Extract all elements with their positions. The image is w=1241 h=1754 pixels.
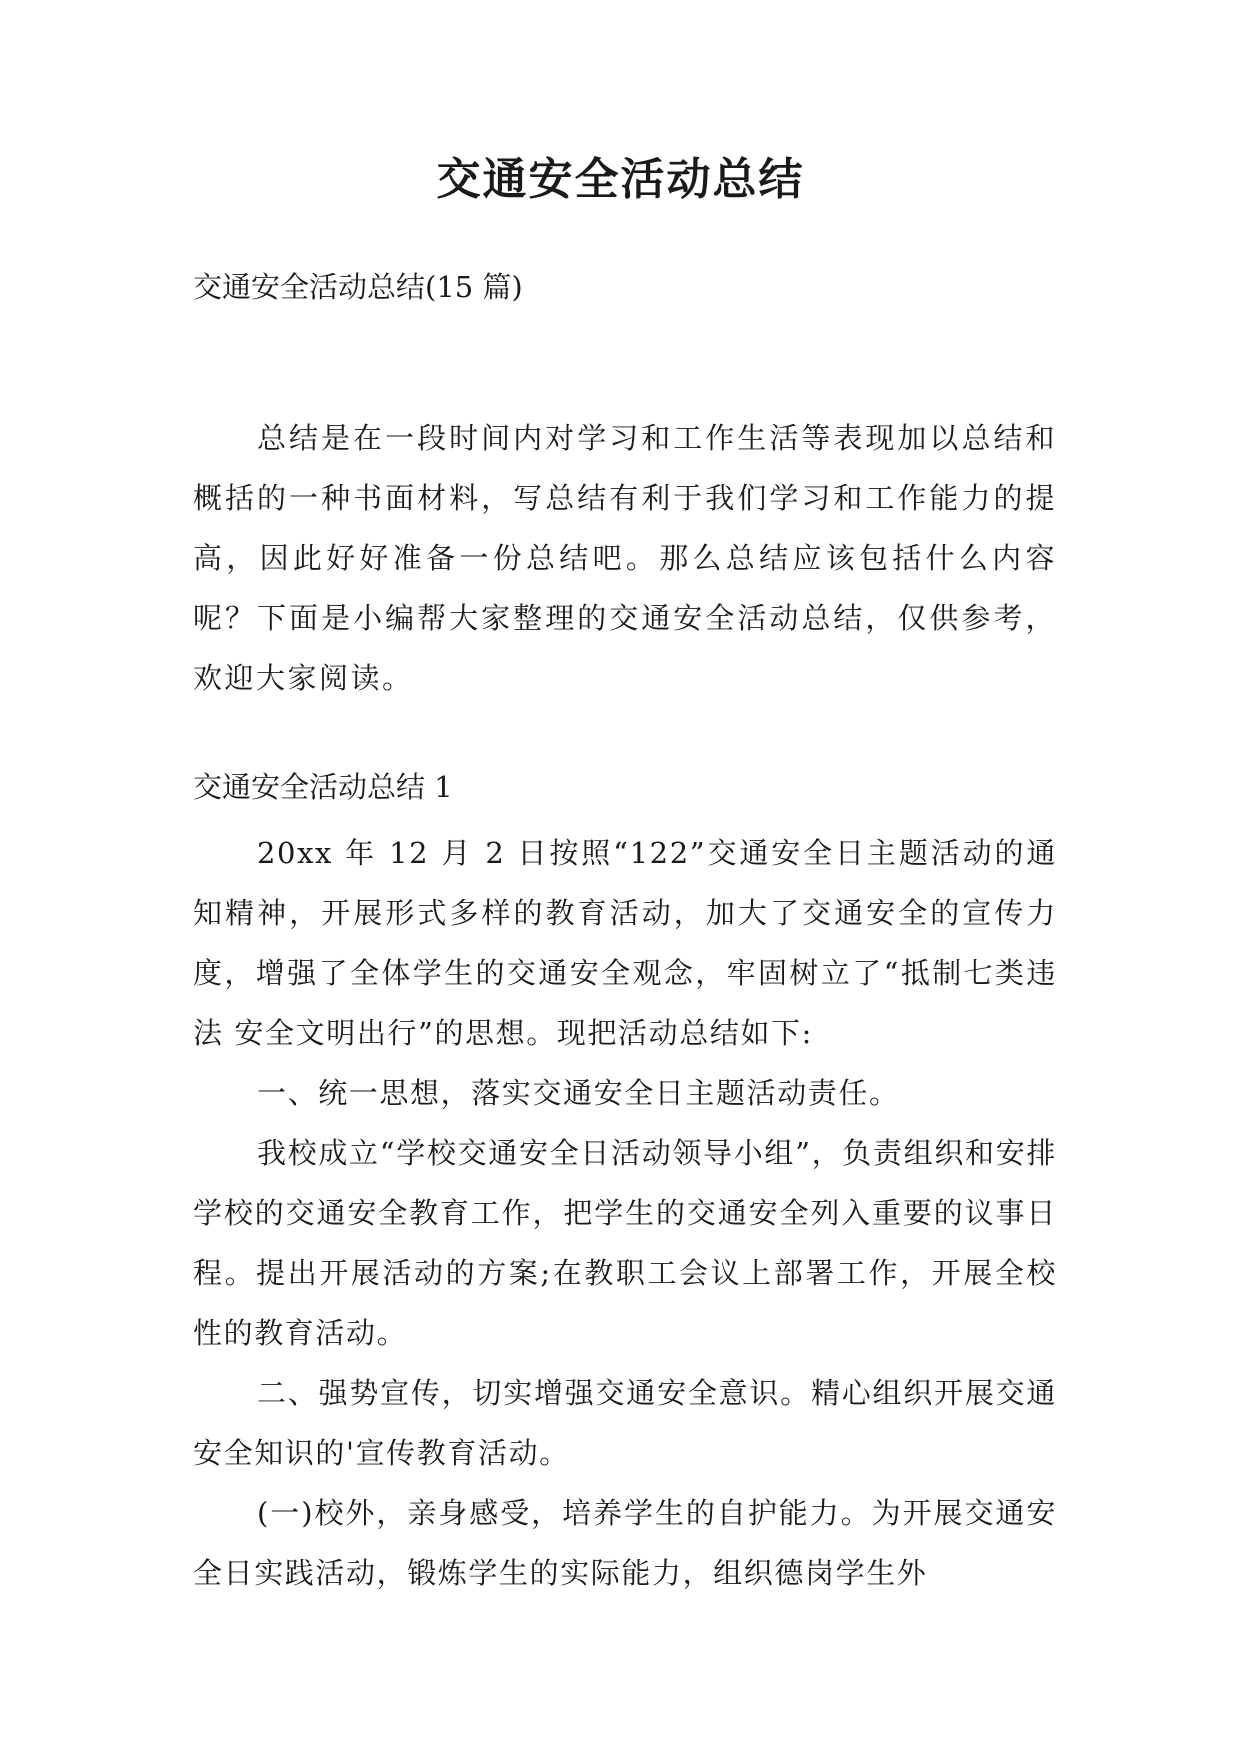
section-1 bbox=[193, 763, 1057, 1603]
intro-paragraph: 总结是在一段时间内对学习和工作生活等表现加以总结和概括的一种书面材料，写总结有利于我们学习和工作能力的提高，因此好好准备一份总结吧。那么总结应该包括什么内容呢？下面是小编帮大家整理的交通安全活动总结，仅供参考，欢迎大家阅读。 bbox=[193, 421, 1057, 695]
body-paragraph: 二、强势宣传，切实增强交通安全意识。精心组织开展交通安全知识的'宣传教育活动。 bbox=[193, 1376, 1057, 1470]
body-paragraph: 一、统一思想，落实交通安全日主题活动责任。 bbox=[257, 1076, 900, 1110]
section-heading: 交通安全活动总结 1 bbox=[193, 770, 453, 804]
body-paragraph: 我校成立“学校交通安全日活动领导小组”，负责组织和安排学校的交通安全教育工作，把学生的交通安全列入重要的议事日程。提出开展活动的方案;在教职工会议上部署工作，开展全校性的教育活动。 bbox=[193, 1136, 1057, 1350]
document-title: 交通安全活动总结 bbox=[436, 154, 805, 205]
body-paragraph: (一)校外，亲身感受，培养学生的自护能力。为开展交通安全日实践活动，锻炼学生的实际能力，组织德岗学生外 bbox=[193, 1496, 1057, 1590]
body-paragraph: 20xx 年 12 月 2 日按照“122”交通安全日主题活动的通知精神，开展形式多样的教育活动，加大了交通安全的宣传力度，增强了全体学生的交通安全观念，牢固树立了“抵制七类违法 安全文明出行”的思想。现把活动总结如下: bbox=[193, 836, 1057, 1050]
document-subtitle: 交通安全活动总结(15 篇) bbox=[193, 270, 523, 304]
